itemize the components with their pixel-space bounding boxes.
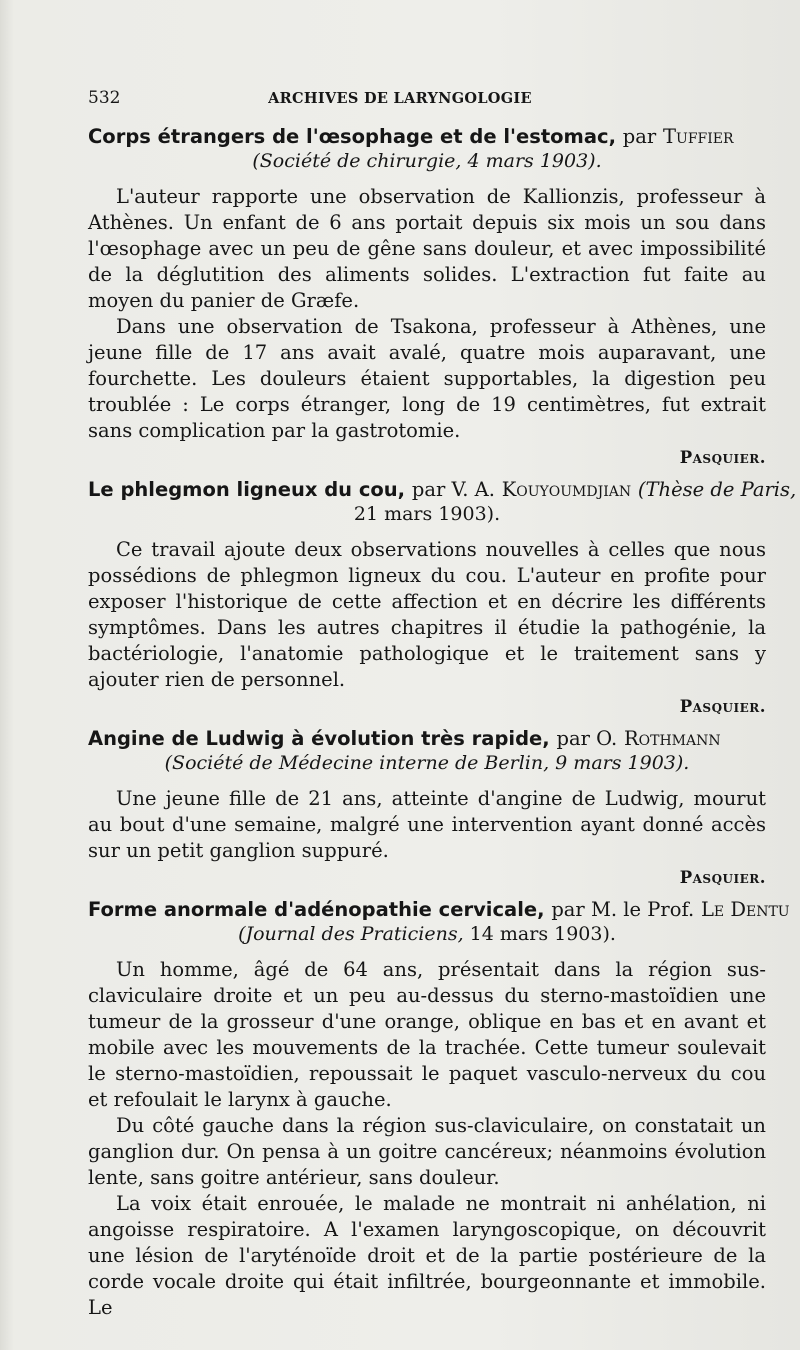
article-title <box>88 726 766 751</box>
article-paragraph: La voix était enrouée, le malade ne montrait ni anhélation, ni angoisse respiratoire. A l'examen laryngoscopique, on découvrit une lésion de l'aryténoïde droit et de la partie postérieure de la corde vocale droite qui était infiltrée, bourgeonnante et immobile. Le <box>88 1192 766 1319</box>
article-paragraph: Ce travail ajoute deux observations nouvelles à celles que nous possédions de phlegmon ligneux du cou. L'auteur en profite pour exposer l'historique de cette affection et en décrire les différents symptômes. Dans les autres chapitres il étudie la pathogénie, la bactériologie, l'anatomie pathologique et le traitement sans y ajouter rien de personnel. <box>88 538 766 691</box>
article-title-text: Angine de Ludwig à évolution très rapide, <box>88 727 550 750</box>
article-title <box>88 477 797 502</box>
article-by: par O. <box>556 727 618 750</box>
article-paragraph: L'auteur rapporte une observation de Kallionzis, professeur à Athènes. Un enfant de 6 ans portait depuis six mois un sou dans l'œsophage avec un peu de gêne sans douleur, et avec impossibilité de la déglutition des aliments solides. L'extraction fut faite au moyen du panier de Græfe. <box>88 185 766 312</box>
article-paragraph: Du côté gauche dans la région sus-claviculaire, on constatait un ganglion dur. On pensa à un goitre cancéreux; néanmoins évolution lente, sans goitre antérieur, sans douleur. <box>88 1114 766 1189</box>
article-title-text: Corps étrangers de l'œsophage et de l'estomac, <box>88 125 616 148</box>
page-header <box>0 88 800 112</box>
article-foreign-bodies <box>88 124 766 467</box>
article-source-rest: 21 mars 1903). <box>353 503 501 525</box>
article-source <box>88 149 766 174</box>
article-signature: Pasquier. <box>679 448 766 467</box>
article-title-text: Forme anormale d'adénopathie cervicale, <box>88 898 545 921</box>
article-source-rest: 14 mars 1903). <box>469 923 616 945</box>
article-source <box>88 751 766 776</box>
article-paragraph: Une jeune fille de 21 ans, atteinte d'angine de Ludwig, mourut au bout d'une semaine, malgré une intervention ayant donné accès sur un petit ganglion suppuré. <box>88 787 766 862</box>
article-source-italic: (Journal des Praticiens, <box>238 923 464 945</box>
article-author: Le Dentu <box>700 898 790 921</box>
article-author: Rothmann <box>623 727 721 750</box>
article-source <box>88 502 766 527</box>
page-content <box>88 124 797 1321</box>
article-author: Kouyoumdjian <box>501 478 632 501</box>
article-by: par V. A. <box>411 478 495 501</box>
article-source-text: (Société de Médecine interne de Berlin, 9 mars 1903). <box>164 752 690 774</box>
article-cervical-adenopathy <box>88 897 790 1321</box>
article-source-italic: (Thèse de Paris, <box>637 478 797 501</box>
article-by: par <box>622 125 657 148</box>
article-source <box>88 922 766 947</box>
article-paragraph: Un homme, âgé de 64 ans, présentait dans la région sus-claviculaire droite et un peu au-dessus du sterno-mastoïdien une tumeur de la grosseur d'une orange, oblique en bas et en avant et mobile avec les mouvements de la trachée. Cette tumeur soulevait le sterno-mastoïdien, repoussait le paquet vasculo-nerveux du cou et refoulait le larynx à gauche. <box>88 958 766 1111</box>
article-by: par M. le Prof. <box>551 898 695 921</box>
article-woody-phlegmon <box>88 477 797 716</box>
running-title: ARCHIVES DE LARYNGOLOGIE <box>268 90 532 107</box>
article-ludwig-angina <box>88 726 766 887</box>
article-title <box>88 124 766 149</box>
article-author: Tuffier <box>663 125 734 148</box>
article-title-text: Le phlegmon ligneux du cou, <box>88 478 406 501</box>
article-paragraph: Dans une observation de Tsakona, professeur à Athènes, une jeune fille de 17 ans avait avalé, quatre mois auparavant, une fourchette. Les douleurs étaient supportables, la digestion peu troublée : Le corps étranger, long de 19 centimètres, fut extrait sans complication par la gastrotomie. <box>88 315 766 442</box>
article-source-text: (Société de chirurgie, 4 mars 1903). <box>252 150 602 172</box>
page-number: 532 <box>88 88 121 108</box>
article-title <box>88 897 790 922</box>
article-signature: Pasquier. <box>679 697 766 716</box>
article-signature: Pasquier. <box>679 868 766 887</box>
